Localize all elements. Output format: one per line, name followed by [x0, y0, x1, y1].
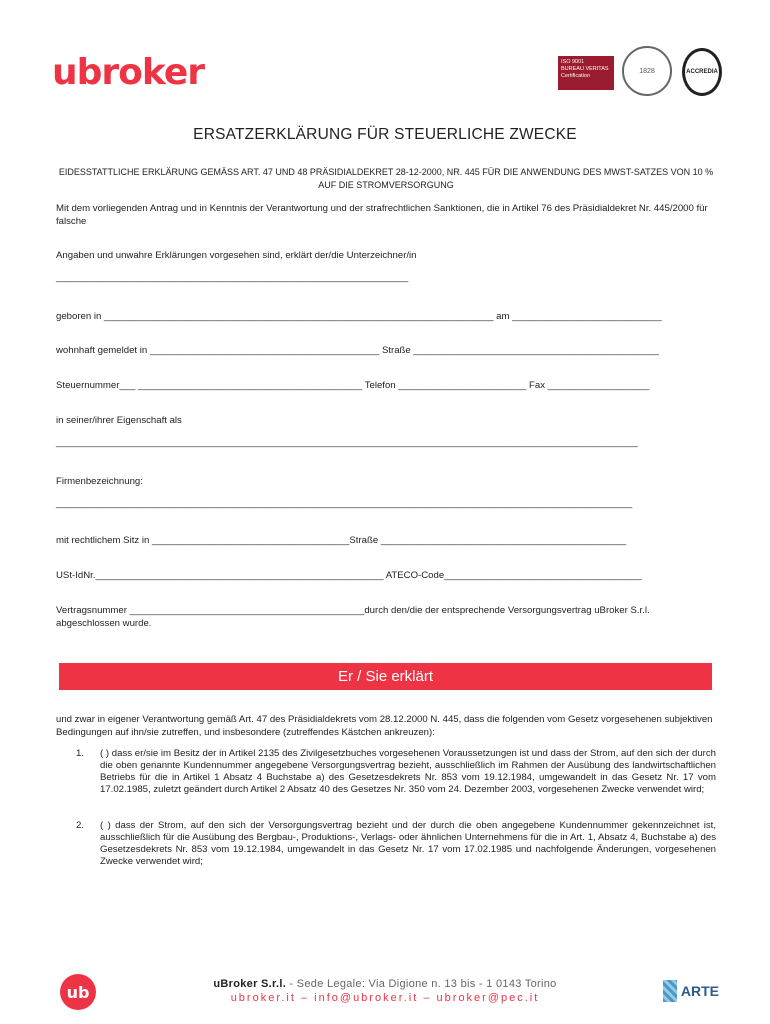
footer-address-text: - Sede Legale: Via Digione n. 13 bis - 1 0143 Torino	[286, 978, 557, 990]
certification-seal-logo: 1828	[622, 46, 672, 96]
arte-mark-icon	[663, 980, 677, 1002]
signer-name-field[interactable]: __________________________________________________________________	[56, 272, 409, 283]
list-item-text[interactable]: ( ) dass er/sie im Besitz der in Artikel 2135 des Zivilgesetzbuches vorgesehenen Voraussetzungen ist und dass der Strom, auf den sich der durch die oben genannte Kundennummer angegebene Versorgungsvertrag bezieht, ausschließlich im Rahmen der Ausübung des landwirtschaftlichen Betriebs für die in Artikel 1 Absatz 4 Buchstabe a) des Gesetzesdekrets Nr. 853 vom 19.12.1984, umgewandelt in das Gesetz Nr. 17 vom 17.02.1985, zuletzt geändert durch Artikel 2 Absatz 40 des Gesetzes Nr. 350 vom 24. Dezember 2003, vorgesehenen Zwecke verwendet wird;	[100, 748, 716, 795]
arte-logo-text: ARTE	[680, 983, 719, 999]
accredia-logo: ACCREDIA	[682, 48, 722, 96]
footer-address	[0, 978, 770, 990]
intro-paragraph-2: Angaben und unwahre Erklärungen vorgesehen sind, erklärt der/die Unterzeichner/in	[56, 250, 417, 261]
list-item-text[interactable]: ( ) dass der Strom, auf den sich der Versorgungsvertrag bezieht und der durch die oben angegebene Kundennummer gekennzeichnet ist, ausschließlich für die Ausübung des Bergbau-, Produktions-, Verlags- oder ähnlichen Unternehmens für die in Art. 1, Absatz 4, Buchstabe a) des Gesetzesdekrets Nr. 853 vom 19.12.1984, umgewandelt in das Gesetz Nr. 17 vom 17.02.1985 und nachfolgende Änderungen, vorgesehenen Zwecke verwendet wird;	[100, 820, 716, 867]
residence-field[interactable]: wohnhaft gemeldet in ___________________________________________ Straße ______________________________________________	[56, 345, 659, 356]
bureau-veritas-certification-logo: ISO 9001 BUREAU VERITAS Certification	[558, 56, 614, 90]
declaration-banner: Er / Sie erklärt	[59, 663, 712, 690]
company-label: Firmenbezeichnung:	[56, 476, 143, 487]
contract-number-field[interactable]: Vertragsnummer ____________________________________________durch den/die der entsprechende Versorgungsvertrag uBroker S.r.l. abgeschlossen wurde.	[56, 605, 650, 629]
document-subtitle: EIDESSTATTLICHE ERKLÄRUNG GEMÄSS ART. 47 UND 48 PRÄSIDIALDEKRET 28-12-2000, NR. 445 FÜR DIE ANWENDUNG DES MWST-SATZES VON 10 % AUF DIE STROMVERSORGUNG	[58, 167, 714, 190]
ubroker-logo: ubroker	[52, 52, 205, 93]
registered-seat-field[interactable]: mit rechtlichem Sitz in _____________________________________Straße ______________________________________________	[56, 535, 627, 546]
list-item-number: 1.	[76, 748, 85, 759]
arte-logo	[663, 976, 719, 1006]
footer-company: uBroker S.r.l.	[213, 978, 287, 990]
list-item-number: 2.	[76, 820, 85, 831]
footer-contacts[interactable]: ubroker.it – info@ubroker.it – ubroker@pec.it	[230, 992, 540, 1004]
tax-phone-fax-field[interactable]: Steuernummer___ __________________________________________ Telefon ________________________ Fax ___________________	[56, 380, 650, 391]
vat-ateco-field[interactable]: USt-IdNr.______________________________________________________ ATECO-Code_____________________________________	[56, 570, 642, 581]
capacity-field[interactable]: _____________________________________________________________________________________________________________	[56, 437, 638, 448]
ub-footer-logo: ub	[60, 974, 96, 1010]
company-field[interactable]: ____________________________________________________________________________________________________________	[56, 498, 633, 509]
capacity-label: in seiner/ihrer Eigenschaft als	[56, 415, 182, 426]
declaration-intro: und zwar in eigener Verantwortung gemäß Art. 47 des Präsidialdekrets vom 28.12.2000 N. 445, dass die folgenden vom Gesetz vorgesehenen subjektiven Bedingungen auf ihn/sie zutreffen, und insbesondere (zutreffendes Kästchen ankreuzen):	[56, 714, 713, 738]
birth-field[interactable]: geboren in _________________________________________________________________________ am ____________________________	[56, 311, 662, 322]
intro-paragraph: Mit dem vorliegenden Antrag und in Kenntnis der Verantwortung und der strafrechtlichen Sanktionen, die in Artikel 76 des Präsidialdekret Nr. 445/2000 für falsche	[56, 203, 708, 227]
document-title: ERSATZERKLÄRUNG FÜR STEUERLICHE ZWECKE	[193, 126, 577, 143]
